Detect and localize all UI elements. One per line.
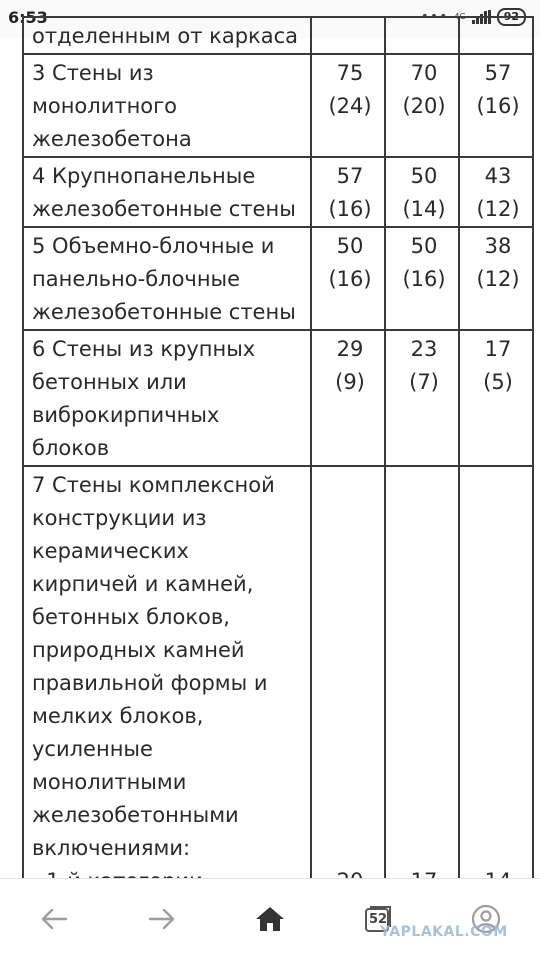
value-paren-text: (14) — [402, 197, 446, 221]
home-icon — [255, 906, 285, 932]
wall-type-text: монолитными — [32, 770, 187, 794]
wall-type-text: 3 Стены из — [32, 61, 154, 85]
wall-type-text: 4 Крупнопанельные — [32, 164, 256, 188]
value-paren-text: (16) — [328, 267, 372, 291]
wall-type-text: усиленные — [32, 737, 153, 761]
home-button[interactable] — [250, 899, 290, 939]
value-text: 57 — [336, 164, 364, 188]
value-text: 50 — [410, 234, 438, 258]
value-paren-text: (16) — [476, 94, 520, 118]
wall-type-text: бетонных или — [32, 370, 187, 394]
wall-type-text: бетонных блоков, — [32, 605, 230, 629]
wall-type-text: виброкирпичных — [32, 403, 220, 427]
value-cell — [311, 17, 385, 54]
back-button[interactable] — [34, 899, 74, 939]
wall-type-text: мелких блоков, — [32, 704, 204, 728]
table-row — [23, 330, 533, 466]
value-text: 75 — [336, 61, 364, 85]
value-paren-text: (12) — [476, 197, 520, 221]
table-row — [23, 466, 533, 899]
value-cell — [311, 330, 385, 466]
value-text: 38 — [484, 234, 512, 258]
value-cell — [385, 227, 459, 330]
value-cell — [385, 466, 459, 899]
value-paren-text: (24) — [328, 94, 372, 118]
wall-type-text: включениями: — [32, 836, 191, 860]
clock: 6:53 — [8, 8, 48, 27]
wall-type-text: монолитного — [32, 94, 178, 118]
wall-type-text: природных камней — [32, 638, 245, 662]
tabs-count: 52 — [368, 911, 388, 927]
value-cell — [459, 330, 533, 466]
table-row — [23, 17, 533, 54]
value-cell — [311, 466, 385, 899]
bottom-navigation — [0, 878, 540, 961]
value-text: 50 — [410, 164, 438, 188]
wall-type-text: 7 Стены комплексной — [32, 473, 275, 497]
value-cell — [385, 54, 459, 157]
wall-type-text: железобетона — [32, 127, 192, 151]
wall-type-text: панельно-блочные — [32, 267, 241, 291]
wall-type-text: железобетонными — [32, 803, 239, 827]
value-cell — [311, 157, 385, 227]
article-content[interactable] — [0, 24, 540, 878]
value-cell — [459, 466, 533, 899]
wall-type-cell — [23, 17, 311, 54]
value-paren-text: (16) — [328, 197, 372, 221]
value-paren-text: (9) — [335, 370, 365, 394]
wall-type-text: конструкции из — [32, 506, 207, 530]
value-text: 29 — [336, 337, 364, 361]
wall-type-cell — [23, 227, 311, 330]
wall-type-cell — [23, 466, 311, 899]
table-row — [23, 157, 533, 227]
wall-type-cell — [23, 330, 311, 466]
wall-type-text: блоков — [32, 436, 110, 460]
value-cell — [311, 227, 385, 330]
value-cell — [385, 330, 459, 466]
wall-type-text: керамических — [32, 539, 189, 563]
value-cell — [459, 17, 533, 54]
wall-type-text: железобетонные стены — [32, 300, 296, 324]
value-text: 57 — [484, 61, 512, 85]
value-text: 23 — [410, 337, 438, 361]
more-notifications-icon: ••• — [420, 9, 449, 25]
arrow-left-icon — [40, 907, 68, 931]
watermark-logo: YAPLAKAL.COM — [380, 924, 508, 940]
value-paren-text: (20) — [402, 94, 446, 118]
wall-type-text: железобетонные стены — [32, 197, 296, 221]
wall-type-cell — [23, 54, 311, 157]
value-text: 43 — [484, 164, 512, 188]
value-cell — [459, 227, 533, 330]
value-text: 70 — [410, 61, 438, 85]
value-cell — [385, 17, 459, 54]
wall-type-text: 6 Стены из крупных — [32, 337, 256, 361]
wall-table — [22, 16, 534, 900]
forward-button[interactable] — [142, 899, 182, 939]
wall-type-text: кирпичей и камней, — [32, 572, 254, 596]
value-cell — [311, 54, 385, 157]
value-paren-text: (7) — [409, 370, 439, 394]
value-cell — [385, 157, 459, 227]
value-text: 17 — [484, 337, 512, 361]
value-paren-text: (12) — [476, 267, 520, 291]
wall-type-text: правильной формы и — [32, 671, 268, 695]
value-text: 50 — [336, 234, 364, 258]
battery-icon: 92 — [497, 8, 526, 26]
wall-type-text: 5 Объемно-блочные и — [32, 234, 275, 258]
table-row — [23, 54, 533, 157]
arrow-right-icon — [148, 907, 176, 931]
network-type-icon: 4G — [454, 12, 466, 21]
wall-type-text: отделенным от каркаса — [32, 24, 299, 48]
value-paren-text: (5) — [483, 370, 513, 394]
value-cell — [459, 54, 533, 157]
value-paren-text: (16) — [402, 267, 446, 291]
value-cell — [459, 157, 533, 227]
table-row — [23, 227, 533, 330]
wall-type-cell — [23, 157, 311, 227]
